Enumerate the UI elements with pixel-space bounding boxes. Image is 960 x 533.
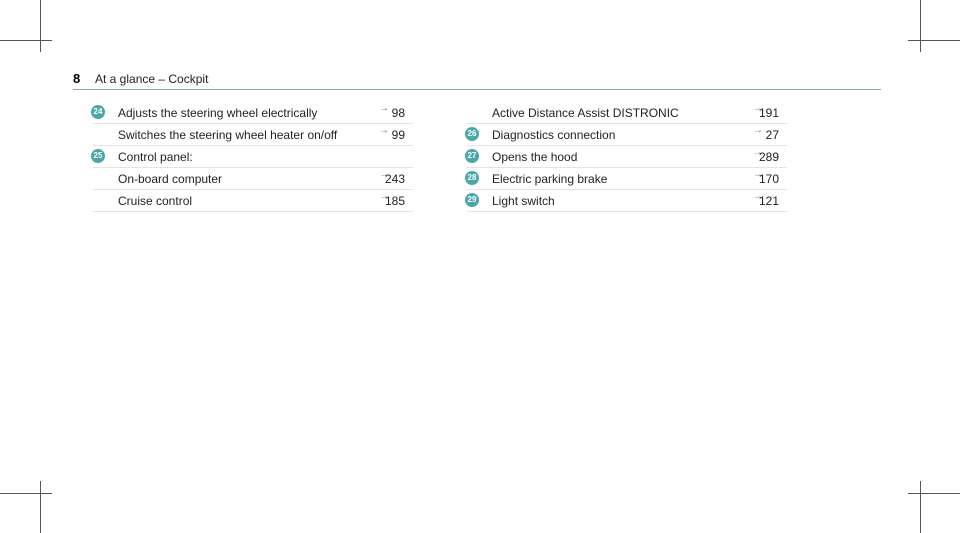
page-reference-link[interactable]: 99 bbox=[391, 128, 405, 142]
crop-mark bbox=[920, 481, 921, 533]
item-label: Active Distance Assist DISTRONIC bbox=[492, 106, 679, 120]
arrow-right-icon: → bbox=[753, 169, 763, 180]
list-item bbox=[93, 102, 413, 124]
item-number-badge: 24 bbox=[91, 105, 105, 119]
arrow-right-icon: → bbox=[379, 103, 389, 114]
header-divider bbox=[73, 89, 881, 90]
item-label: Adjusts the steering wheel electrically bbox=[118, 106, 318, 120]
crop-mark bbox=[908, 493, 960, 494]
left-column bbox=[93, 102, 413, 212]
item-number-badge: 29 bbox=[465, 193, 479, 207]
item-number-badge: 27 bbox=[465, 149, 479, 163]
arrow-right-icon: → bbox=[753, 147, 763, 158]
crop-mark bbox=[40, 0, 41, 52]
page-reference-link[interactable]: 27 bbox=[765, 128, 779, 142]
page-number: 8 bbox=[73, 71, 81, 86]
list-item bbox=[467, 168, 787, 190]
arrow-right-icon: → bbox=[753, 191, 763, 202]
crop-mark bbox=[920, 0, 921, 52]
list-item bbox=[467, 146, 787, 168]
item-label: Control panel: bbox=[118, 150, 193, 164]
item-label: On-board computer bbox=[118, 172, 223, 186]
page-reference-link[interactable]: 121 bbox=[758, 194, 779, 208]
arrow-right-icon: → bbox=[379, 191, 389, 202]
list-item bbox=[467, 102, 787, 124]
item-label: Cruise control bbox=[118, 194, 193, 208]
page-reference-link[interactable]: 170 bbox=[758, 172, 779, 186]
page-reference-link[interactable]: 185 bbox=[384, 194, 405, 208]
arrow-right-icon: → bbox=[379, 125, 389, 136]
item-number-badge: 25 bbox=[91, 149, 105, 163]
page-reference-link[interactable]: 243 bbox=[384, 172, 405, 186]
list-item bbox=[467, 124, 787, 146]
item-label: Diagnostics connection bbox=[492, 128, 616, 142]
right-column bbox=[467, 102, 787, 212]
item-label: Light switch bbox=[492, 194, 555, 208]
crop-mark bbox=[40, 481, 41, 533]
arrow-right-icon: → bbox=[753, 125, 763, 136]
page-reference-link[interactable]: 98 bbox=[391, 106, 405, 120]
page-reference-link[interactable]: 191 bbox=[758, 106, 779, 120]
list-item bbox=[467, 190, 787, 212]
section-title: At a glance – Cockpit bbox=[95, 72, 209, 86]
crop-mark bbox=[0, 40, 52, 41]
crop-mark bbox=[908, 40, 960, 41]
crop-mark bbox=[0, 493, 52, 494]
page-header bbox=[73, 70, 881, 88]
item-label: Switches the steering wheel heater on/off bbox=[118, 128, 338, 142]
item-label: Electric parking brake bbox=[492, 172, 608, 186]
list-item bbox=[93, 124, 413, 146]
list-item bbox=[93, 146, 413, 168]
item-number-badge: 26 bbox=[465, 127, 479, 141]
list-item bbox=[93, 190, 413, 212]
page-reference-link[interactable]: 289 bbox=[758, 150, 779, 164]
arrow-right-icon: → bbox=[379, 169, 389, 180]
item-label: Opens the hood bbox=[492, 150, 578, 164]
list-item bbox=[93, 168, 413, 190]
item-number-badge: 28 bbox=[465, 171, 479, 185]
arrow-right-icon: → bbox=[753, 103, 763, 114]
